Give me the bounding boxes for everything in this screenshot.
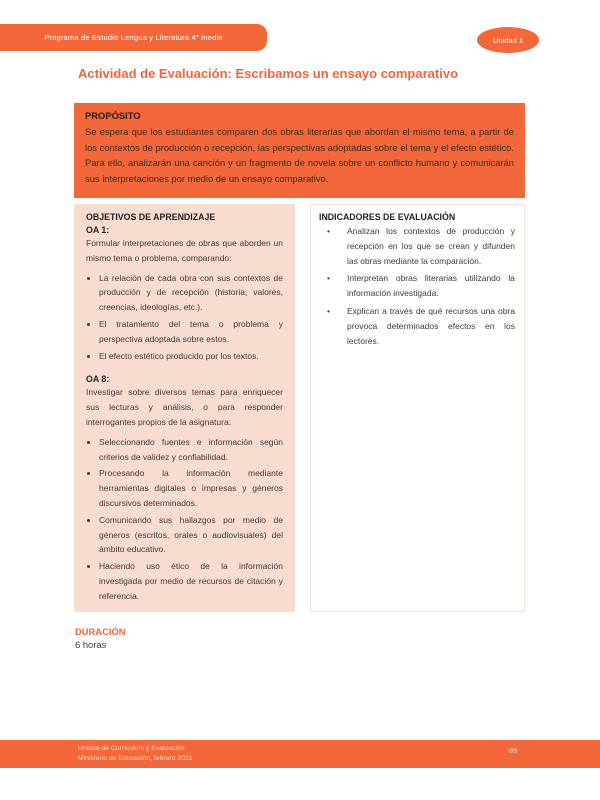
duracion-value: 6 horas [75,639,107,650]
footer-credits [78,744,192,764]
indicadores-bullet-list [319,224,515,348]
page-number: 89 [509,746,518,755]
indicadores-heading: INDICADORES DE EVALUACIÓN [319,212,456,222]
bullet-item: • Seleccionando fuentes e información según criterios de validez y confiabilidad. [99,435,283,465]
oa8-label: OA 8: [86,374,110,385]
duracion-block [75,626,126,650]
bullet-item: • Comunicando sus hallazgos por medio de géneros (escritos, orales o audiovisuales) del ámbito educativo. [99,513,283,557]
proposito-body: Se espera que los estudiantes comparen dos obras literarias que abordan el mismo tema, a partir de los contextos de producción o recepción, las perspectivas adoptadas sobre el tema y el efecto estético. Para ello, analizarán una canción y un fragmento de novela sobre un conflicto humano y comunicarán sus interpretaciones por medio de un ensayo comparativo. [85,126,514,184]
unit-badge: Unidad 1 [477,27,539,53]
footer-ministry-line: Ministerio de Educación, febrero 2021 [78,754,193,762]
bullet-item: • La relación de cada obra con sus contextos de producción y de recepción (historia, valores, creencias, ideologías, etc.). [99,271,283,315]
oa1-bullet-list [86,271,283,364]
program-badge: Programa de Estudio Lengua y Literatura 4° medio [0,24,267,51]
bullet-item: • El efecto estético producido por los textos. [99,349,283,364]
bullet-item: • Explican a través de qué recursos una obra provoca determinados efectos en los lectores. [347,304,515,348]
footer-org-line: Unidad de Currículum y Evaluación [78,745,185,752]
oa1-intro: Formular interpretaciones de obras que aborden un mismo tema o problema, comparando: [86,238,283,263]
oa8-bullet-list [86,435,283,604]
indicadores-panel [310,204,525,612]
objetivos-heading: OBJETIVOS DE APRENDIZAJE [86,212,216,222]
duracion-heading: DURACIÓN [75,626,126,637]
proposito-box [74,103,525,198]
bullet-item: • Procesando la información mediante herramientas digitales o impresas y géneros discursivos determinados. [99,466,283,510]
bullet-item: • El tratamiento del tema o problema y perspectiva adoptada sobre estos. [99,317,283,347]
proposito-heading: PROPÓSITO [85,110,141,121]
footer-band [0,740,600,768]
objetivos-panel [74,204,295,612]
oa1-label: OA 1: [86,225,110,235]
oa8-intro: Investigar sobre diversos temas para enriquecer sus lecturas y análisis, o para responder interrogantes propios de la asignatura: [86,387,283,427]
bullet-item: • Interpretan obras literarias utilizando la información investigada. [347,271,515,301]
bullet-item: • Haciendo uso ético de la información investigada por medio de recursos de citación y referencia. [99,559,283,603]
page-title: Actividad de Evaluación: Escribamos un ensayo comparativo [78,66,459,81]
bullet-item: • Analizan los contextos de producción y recepción en los que se crean y difunden las obras mediante la comparación. [347,224,515,268]
